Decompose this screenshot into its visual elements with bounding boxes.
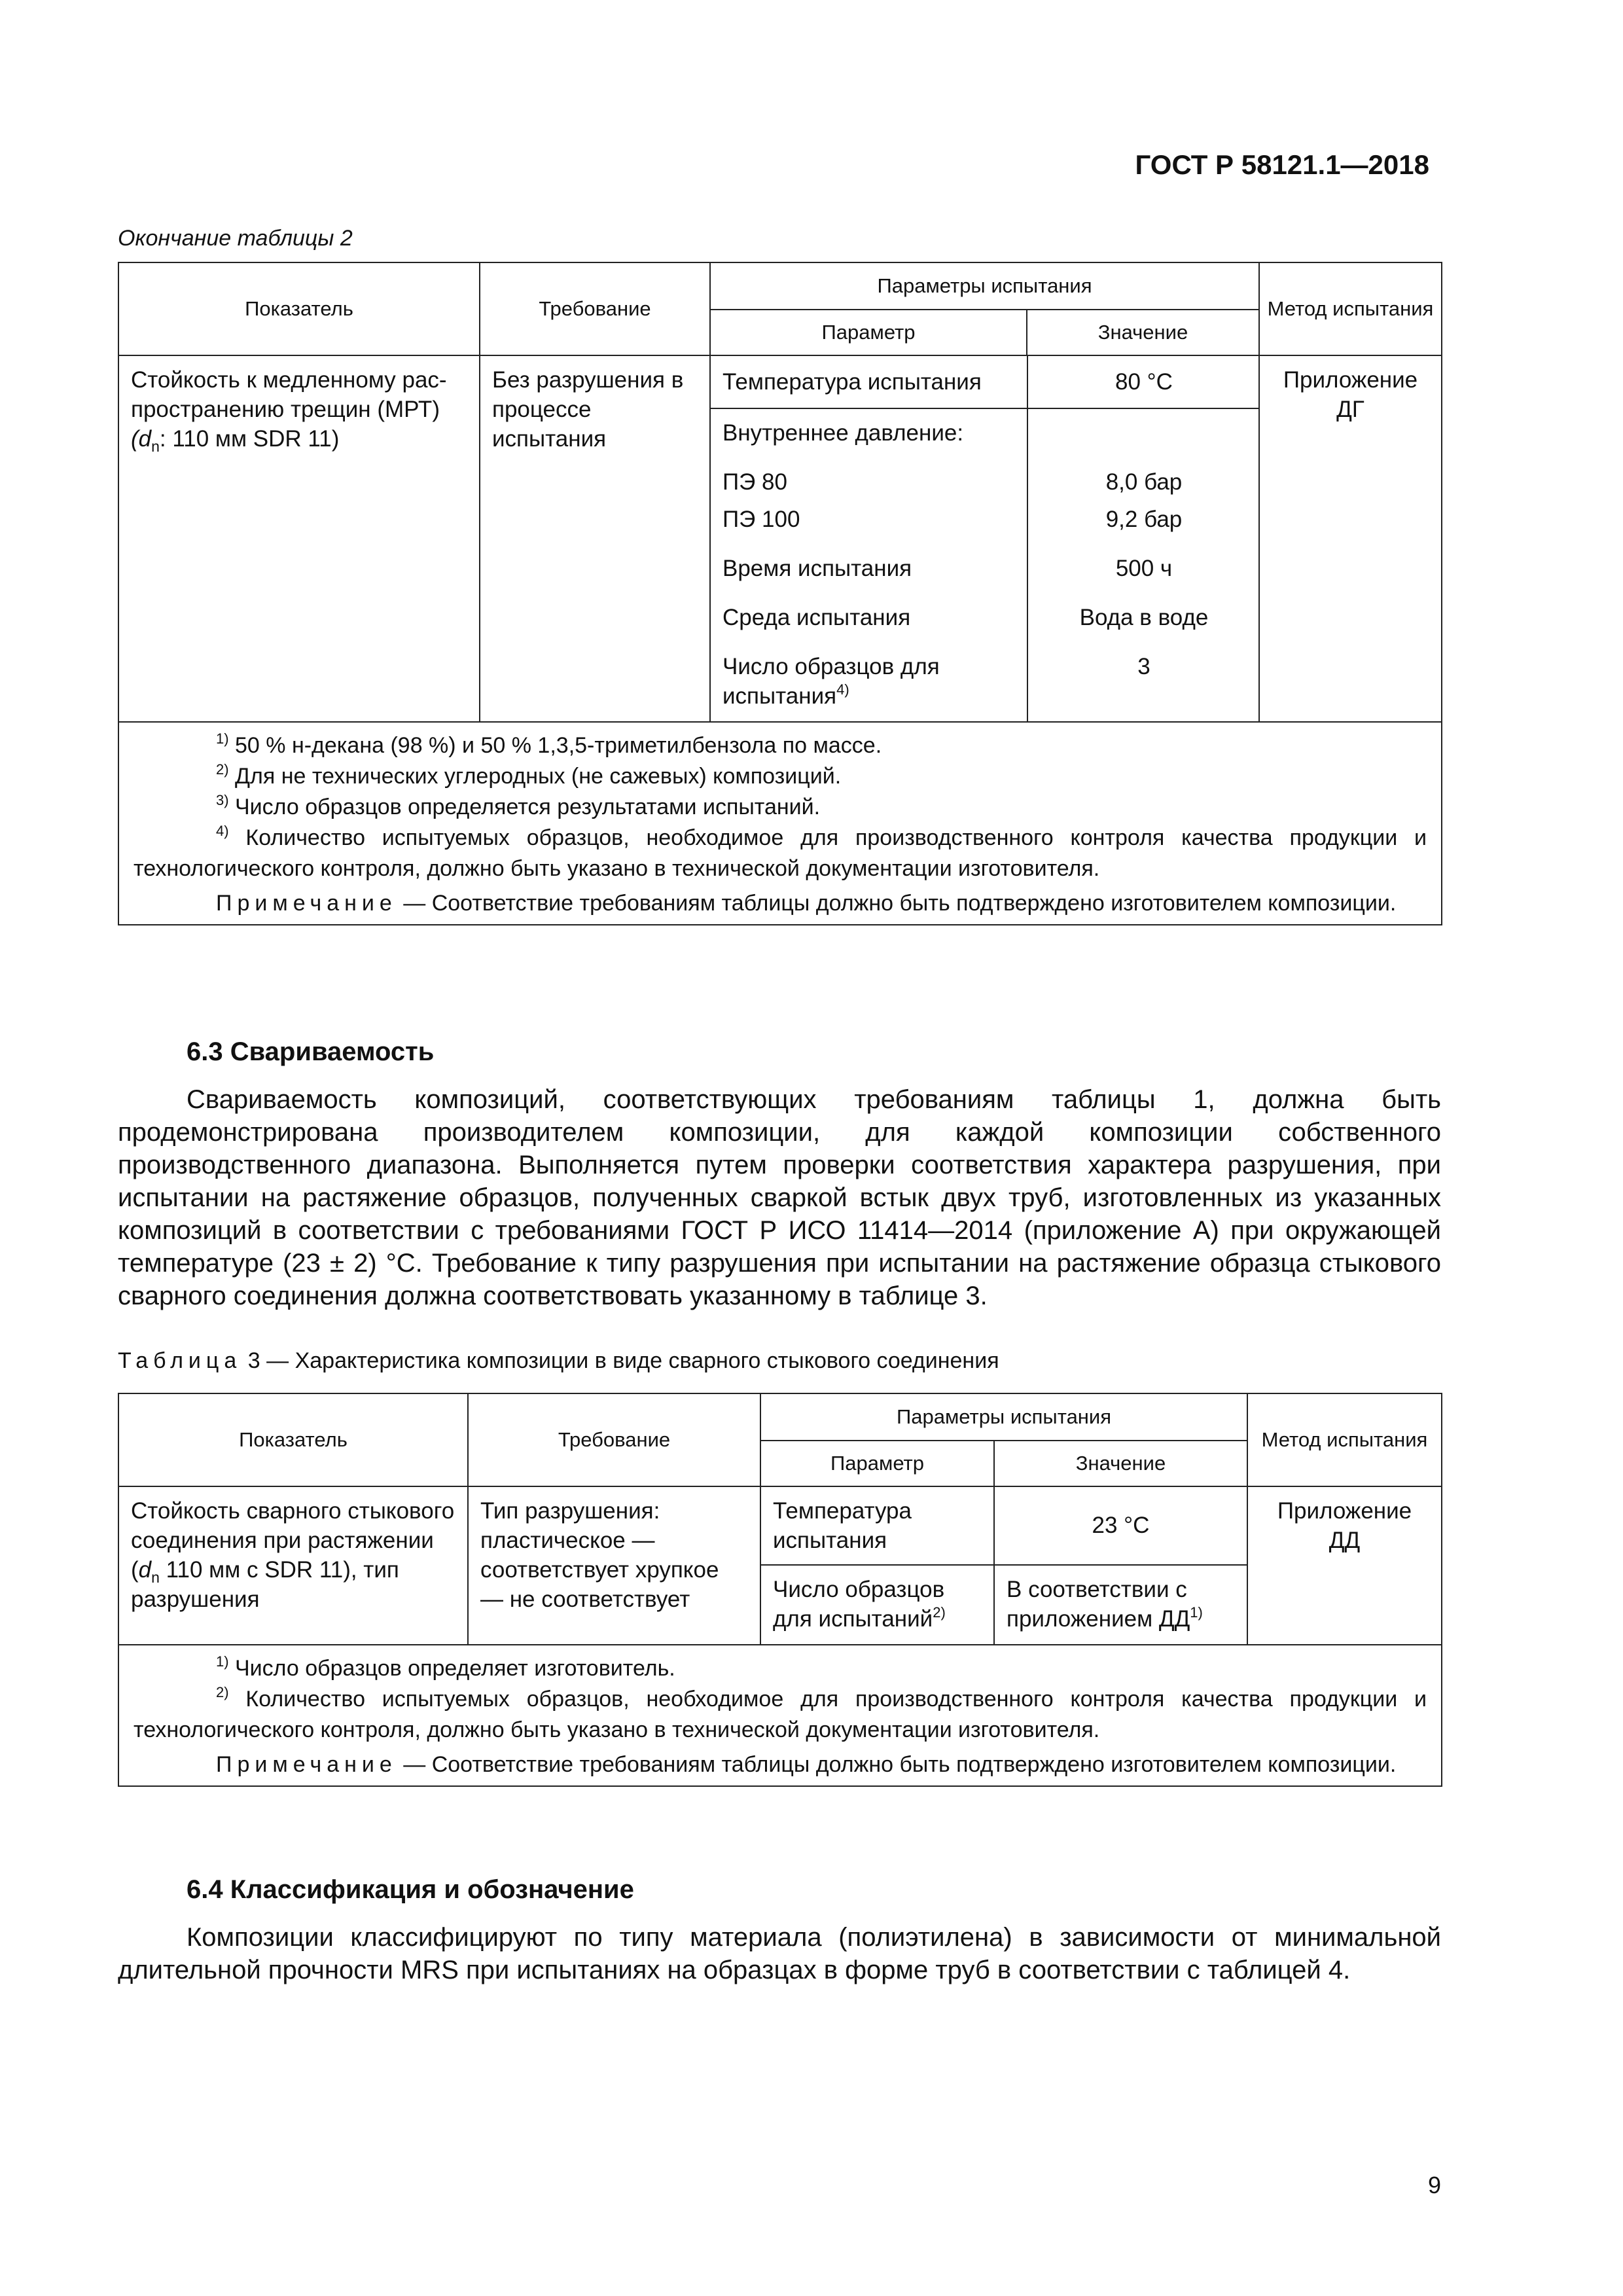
requirement-text: Без разрушения в процессе испытания xyxy=(492,367,684,452)
param-labels-block xyxy=(711,408,1027,721)
footnote-mark: 1) xyxy=(216,1653,229,1670)
footnote xyxy=(134,730,1427,761)
param-value: 8,0 бар xyxy=(1105,469,1183,495)
section-6-4-paragraph xyxy=(118,1921,1441,1986)
indicator-line-2: пространению трещин (МРТ) xyxy=(131,397,440,422)
table-2-notes xyxy=(118,722,1442,925)
table-2-continuation-caption: Окончание таблицы 2 xyxy=(118,226,353,251)
note-label: Примечание xyxy=(216,1752,397,1777)
footnote xyxy=(134,761,1427,792)
method-text: Приложение ДД xyxy=(1277,1498,1412,1553)
table-note xyxy=(134,888,1427,919)
param-label xyxy=(722,652,1015,711)
method-cell xyxy=(1247,1486,1442,1645)
param-label: Температура испытания xyxy=(711,356,1027,408)
header-param: Параметр xyxy=(710,310,1027,355)
note-label: Примечание xyxy=(216,891,397,916)
param-cell xyxy=(760,1486,994,1565)
method-text: Приложение ДГ xyxy=(1283,367,1418,422)
param-value: 80 °С xyxy=(1027,356,1260,408)
indicator-d: (d xyxy=(131,426,152,452)
footnote-mark: 2) xyxy=(216,1684,229,1700)
footnote-mark: 1) xyxy=(216,730,229,747)
section-6-3-paragraph xyxy=(118,1083,1441,1312)
method-cell xyxy=(1259,355,1442,722)
requirement-cell xyxy=(468,1486,760,1645)
header-method: Метод испытания xyxy=(1247,1393,1442,1486)
footnote xyxy=(134,823,1427,884)
param-value-text: В соответствии с приложением ДД xyxy=(1007,1577,1190,1632)
header-requirement: Требование xyxy=(468,1393,760,1486)
param-value: 500 ч xyxy=(1115,556,1173,581)
param-value: 23 °С xyxy=(994,1486,1247,1565)
param-label: ПЭ 100 xyxy=(722,507,800,532)
indicator-text xyxy=(119,1487,467,1623)
param-cell xyxy=(760,1565,994,1645)
note-text: — Соответствие требованиям таблицы должно быть подтверждено изготовителем композиции. xyxy=(403,891,1397,916)
footnote-mark: 1) xyxy=(1190,1604,1203,1621)
table-3-caption xyxy=(118,1348,999,1374)
header-value: Значение xyxy=(1027,310,1259,355)
footnote-text: Количество испытуемых образцов, необходимое для производственного контроля качества продукции и технологического контроля, должно быть указано в технической документации изготовителя. xyxy=(134,825,1427,881)
indicator-cell xyxy=(118,355,480,722)
param-label: Среда испытания xyxy=(722,605,911,630)
param-value xyxy=(995,1566,1247,1643)
caption-text: 3 — Характеристика композиции в виде сварного стыкового соединения xyxy=(247,1348,999,1373)
table-note xyxy=(134,1749,1427,1780)
params-cell xyxy=(710,355,1259,722)
param-label-text: Число образцов для испытания xyxy=(722,654,940,709)
indicator-subscript: n xyxy=(151,438,160,455)
header-indicator: Показатель xyxy=(118,1393,468,1486)
footnote-mark: 4) xyxy=(216,823,229,839)
table-3 xyxy=(118,1393,1442,1787)
param-value: 3 xyxy=(1137,654,1150,679)
param-label: Температура испытания xyxy=(773,1498,912,1553)
param-value xyxy=(1028,418,1260,448)
indicator-line-1: Стойкость к медленному рас- xyxy=(131,367,447,393)
footnote-mark: 3) xyxy=(216,792,229,808)
indicator-subscript: n xyxy=(151,1569,160,1586)
param-label: ПЭ 80 xyxy=(722,469,787,495)
param-values-block xyxy=(1027,408,1260,721)
indicator-text-b: 110 мм с SDR 11), тип разрушения xyxy=(131,1557,399,1612)
paragraph-text: Композиции классифицируют по типу материала (полиэтилена) в зависимости от минимальной длительной прочности MRS при испытаниях на образцах в форме труб в соответствии с таблицей 4. xyxy=(118,1923,1441,1984)
footnote-text: Количество испытуемых образцов, необходимое для производственного контроля качества продукции и технологического контроля, должно быть указано в технической документации изготовителя. xyxy=(134,1687,1427,1742)
footnote-mark: 2) xyxy=(933,1604,946,1621)
table-2 xyxy=(118,262,1442,925)
section-6-4-heading: 6.4 Классификация и обозначение xyxy=(187,1875,634,1904)
param-label: Внутреннее давление: xyxy=(722,420,964,446)
param-value: Вода в воде xyxy=(1079,605,1209,630)
footnote xyxy=(134,1684,1427,1746)
indicator-line-3 xyxy=(131,424,467,454)
indicator-text-a: Стойкость сварного стыкового соединения при растяжении ( xyxy=(131,1498,455,1583)
page-number: 9 xyxy=(1427,2172,1441,2198)
section-6-3-heading: 6.3 Свариваемость xyxy=(187,1037,435,1066)
indicator-d: d xyxy=(138,1557,152,1583)
param-label-text: Число образцов для испытаний xyxy=(773,1577,945,1632)
param-label xyxy=(761,1566,993,1643)
indicator-cell xyxy=(118,1486,468,1645)
footnote-text: Для не технических углеродных (не сажевых) композиций. xyxy=(235,764,842,789)
footnote-mark: 2) xyxy=(216,761,229,778)
requirement-cell xyxy=(480,355,710,722)
header-indicator: Показатель xyxy=(118,262,480,355)
footnote-mark: 4) xyxy=(836,681,849,698)
header-test-params: Параметры испытания xyxy=(760,1393,1247,1441)
paragraph-text: Свариваемость композиций, соответствующих требованиям таблицы 1, должна быть продемонстрирована производителем композиции, для каждой композиции собственного производственного диапазона. Выполняется путем проверки соответствия характера разрушения, при испытании на растяжение образцов, полученных сваркой встык двух труб, изготовленных из указанных композиций в соответствии с требованиями ГОСТ Р ИСО 11414—2014 (приложение А) при окружающей температуре (23 ± 2) °С. Требование к типу разрушения при испытании на растяжение образца стыкового сварного соединения должна соответствовать указанному в таблице 3. xyxy=(118,1085,1441,1310)
footnote-text: 50 % н-декана (98 %) и 50 % 1,3,5-триметилбензола по массе. xyxy=(235,733,882,758)
header-method: Метод испытания xyxy=(1259,262,1442,355)
footnote-text: Число образцов определяет изготовитель. xyxy=(235,1656,675,1681)
document-code: ГОСТ Р 58121.1—2018 xyxy=(1135,149,1429,180)
param-value: 9,2 бар xyxy=(1105,507,1183,532)
header-value: Значение xyxy=(994,1441,1247,1486)
header-requirement: Требование xyxy=(480,262,710,355)
param-label: Время испытания xyxy=(722,556,912,581)
footnote xyxy=(134,1653,1427,1684)
caption-label: Таблица xyxy=(118,1348,242,1373)
header-param: Параметр xyxy=(760,1441,994,1486)
table-3-notes xyxy=(118,1645,1442,1786)
requirement-text: Тип разрушения: пластическое — соответствует хрупкое — не соответствует xyxy=(480,1498,719,1612)
param-value-cell xyxy=(994,1565,1247,1645)
note-text: — Соответствие требованиям таблицы должно быть подтверждено изготовителем композиции. xyxy=(403,1752,1397,1777)
footnote xyxy=(134,792,1427,823)
header-test-params: Параметры испытания xyxy=(710,262,1259,310)
footnote-text: Число образцов определяется результатами испытаний. xyxy=(235,795,821,819)
indicator-tail: : 110 мм SDR 11) xyxy=(159,426,340,452)
